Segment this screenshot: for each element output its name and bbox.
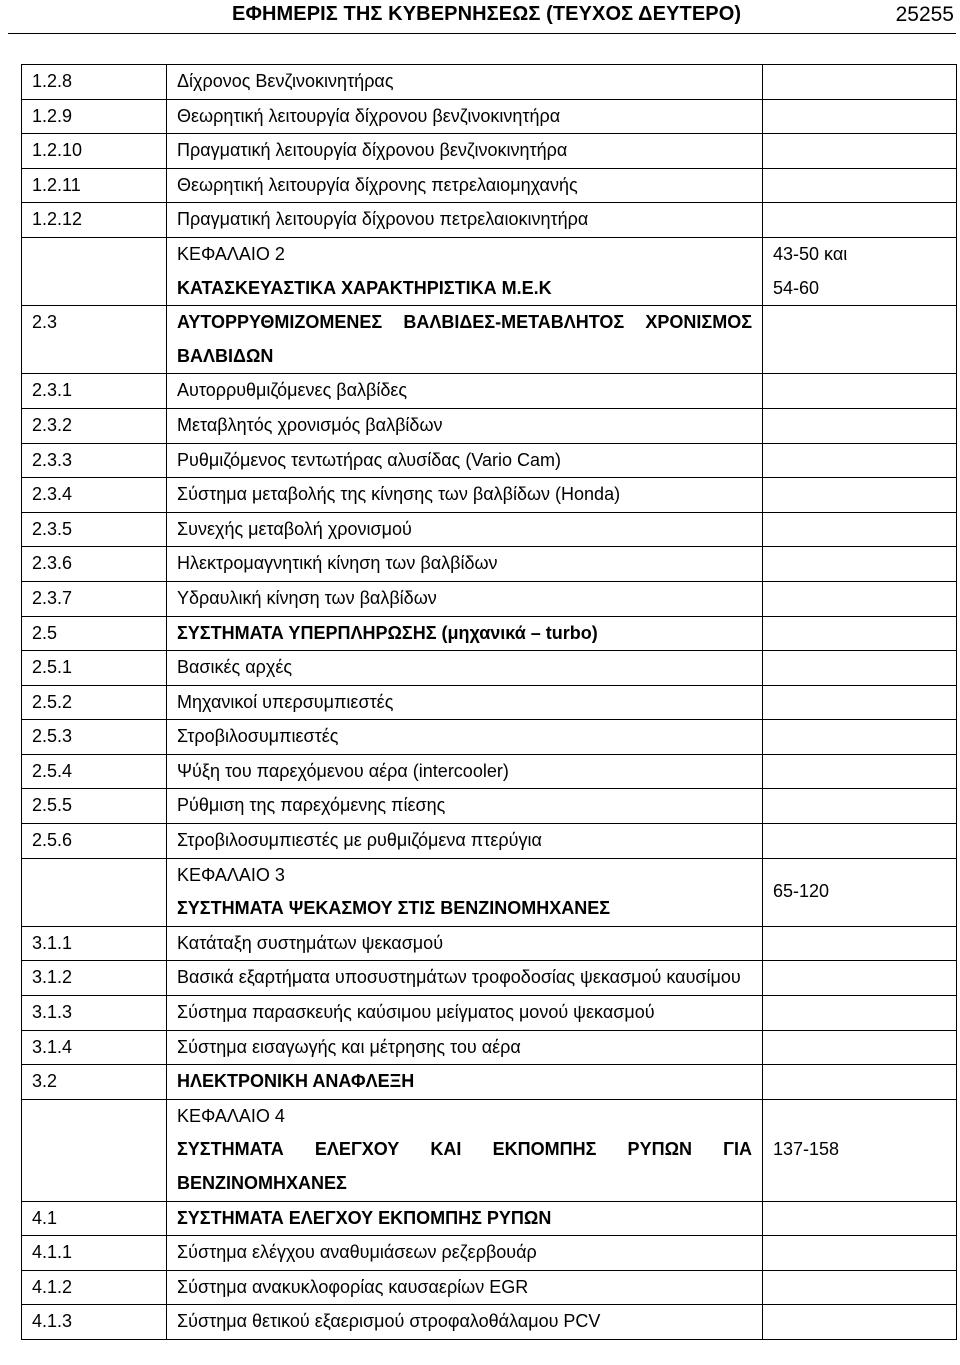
section-pages bbox=[763, 824, 957, 859]
section-pages bbox=[763, 478, 957, 513]
section-pages bbox=[763, 1305, 957, 1340]
section-pages bbox=[763, 512, 957, 547]
toc-row bbox=[22, 408, 957, 443]
table-of-contents bbox=[21, 64, 957, 1340]
section-title: Σύστημα ανακυκλοφορίας καυσαερίων EGR bbox=[167, 1270, 763, 1305]
gazette-header bbox=[0, 0, 960, 40]
toc-row bbox=[22, 168, 957, 203]
section-title: Θεωρητική λειτουργία δίχρονου βενζινοκινητήρα bbox=[167, 99, 763, 134]
section-title: Συνεχής μεταβολή χρονισμού bbox=[167, 512, 763, 547]
section-number: 2.5.1 bbox=[22, 651, 167, 686]
section-number: 3.2 bbox=[22, 1065, 167, 1100]
section-pages bbox=[763, 581, 957, 616]
section-number: 2.5.6 bbox=[22, 824, 167, 859]
section-number: 2.3.1 bbox=[22, 374, 167, 409]
section-number: 2.3.6 bbox=[22, 547, 167, 582]
section-pages bbox=[763, 616, 957, 651]
section-title: Σύστημα θετικού εξαερισμού στροφαλοθάλαμου PCV bbox=[167, 1305, 763, 1340]
section-title: Σύστημα μεταβολής της κίνησης των βαλβίδων (Honda) bbox=[167, 478, 763, 513]
section-number: 4.1 bbox=[22, 1201, 167, 1236]
chapter-pages-line1: 43-50 και bbox=[773, 243, 848, 264]
header-divider bbox=[8, 33, 956, 34]
section-pages bbox=[763, 134, 957, 169]
toc-row bbox=[22, 616, 957, 651]
toc-row bbox=[22, 65, 957, 100]
section-pages bbox=[763, 65, 957, 100]
section-pages bbox=[763, 720, 957, 755]
section-title: Αυτορρυθμιζόμενες βαλβίδες bbox=[167, 374, 763, 409]
section-title: ΗΛΕΚΤΡΟΝΙΚΗ ΑΝΑΦΛΕΞΗ bbox=[167, 1065, 763, 1100]
section-number: 1.2.12 bbox=[22, 203, 167, 238]
section-number: 2.5.4 bbox=[22, 754, 167, 789]
chapter-pages: 65-120 bbox=[763, 858, 957, 926]
section-title: Ηλεκτρομαγνητική κίνηση των βαλβίδων bbox=[167, 547, 763, 582]
chapter-cell bbox=[167, 1099, 763, 1201]
section-pages bbox=[763, 754, 957, 789]
toc-row bbox=[22, 1030, 957, 1065]
section-number: 4.1.3 bbox=[22, 1305, 167, 1340]
section-number: 1.2.11 bbox=[22, 168, 167, 203]
section-title: Σύστημα παρασκευής καύσιμου μείγματος μονού ψεκασμού bbox=[167, 996, 763, 1031]
section-number: 1.2.10 bbox=[22, 134, 167, 169]
section-pages bbox=[763, 685, 957, 720]
toc-chapter-row bbox=[22, 237, 957, 305]
section-number: 2.3 bbox=[22, 306, 167, 374]
toc-row bbox=[22, 99, 957, 134]
section-title: ΣΥΣΤΗΜΑΤΑ ΥΠΕΡΠΛΗΡΩΣΗΣ (μηχανικά – turbo) bbox=[167, 616, 763, 651]
toc-row bbox=[22, 134, 957, 169]
toc-row bbox=[22, 374, 957, 409]
chapter-cell bbox=[167, 237, 763, 305]
section-title: Μεταβλητός χρονισμός βαλβίδων bbox=[167, 408, 763, 443]
section-title: Υδραυλική κίνηση των βαλβίδων bbox=[167, 581, 763, 616]
chapter-label: ΚΕΦΑΛΑΙΟ 2 bbox=[177, 243, 285, 264]
section-pages bbox=[763, 408, 957, 443]
section-number: 4.1.1 bbox=[22, 1236, 167, 1271]
section-title: Ρύθμιση της παρεχόμενης πίεσης bbox=[167, 789, 763, 824]
page-number: 25255 bbox=[895, 3, 954, 26]
section-pages bbox=[763, 926, 957, 961]
section-title: Σύστημα ελέγχου αναθυμιάσεων ρεζερβουάρ bbox=[167, 1236, 763, 1271]
section-title: ΣΥΣΤΗΜΑΤΑ ΕΛΕΓΧΟΥ ΕΚΠΟΜΠΗΣ ΡΥΠΩΝ bbox=[167, 1201, 763, 1236]
chapter-label: ΚΕΦΑΛΑΙΟ 4 bbox=[177, 1105, 285, 1126]
section-title: Βασικές αρχές bbox=[167, 651, 763, 686]
section-pages bbox=[763, 374, 957, 409]
section-title: Δίχρονος Βενζινοκινητήρας bbox=[167, 65, 763, 100]
section-pages bbox=[763, 203, 957, 238]
toc-row bbox=[22, 651, 957, 686]
section-title: Ρυθμιζόμενος τεντωτήρας αλυσίδας (Vario Cam) bbox=[167, 443, 763, 478]
section-number: 2.5.5 bbox=[22, 789, 167, 824]
toc-row bbox=[22, 581, 957, 616]
section-number: 2.3.5 bbox=[22, 512, 167, 547]
section-pages bbox=[763, 168, 957, 203]
section-number: 1.2.8 bbox=[22, 65, 167, 100]
toc-row bbox=[22, 547, 957, 582]
toc-row bbox=[22, 789, 957, 824]
chapter-pages: 137-158 bbox=[763, 1099, 957, 1201]
toc-row bbox=[22, 512, 957, 547]
section-title: Στροβιλοσυμπιεστές bbox=[167, 720, 763, 755]
chapter-title: ΣΥΣΤΗΜΑΤΑ ΕΛΕΓΧΟΥ ΚΑΙ ΕΚΠΟΜΠΗΣ ΡΥΠΩΝ ΓΙΑ ΒΕΝΖΙΝΟΜΗΧΑΝΕΣ bbox=[177, 1139, 752, 1193]
toc-row bbox=[22, 1270, 957, 1305]
section-number: 2.3.2 bbox=[22, 408, 167, 443]
toc-row bbox=[22, 720, 957, 755]
section-number: 2.3.3 bbox=[22, 443, 167, 478]
toc-chapter-row bbox=[22, 858, 957, 926]
section-pages bbox=[763, 547, 957, 582]
section-title: Μηχανικοί υπερσυμπιεστές bbox=[167, 685, 763, 720]
section-title: Σύστημα εισαγωγής και μέτρησης του αέρα bbox=[167, 1030, 763, 1065]
section-title: ΑΥΤΟΡΡΥΘΜΙΖΟΜΕΝΕΣ ΒΑΛΒΙΔΕΣ-ΜΕΤΑΒΛΗΤΟΣ ΧΡΟΝΙΣΜΟΣ ΒΑΛΒΙΔΩΝ bbox=[167, 306, 763, 374]
toc-row bbox=[22, 306, 957, 374]
toc-row bbox=[22, 1305, 957, 1340]
section-number bbox=[22, 1099, 167, 1201]
toc-row bbox=[22, 478, 957, 513]
toc-row bbox=[22, 961, 957, 996]
section-number: 3.1.4 bbox=[22, 1030, 167, 1065]
chapter-pages bbox=[763, 237, 957, 305]
section-title: Βασικά εξαρτήματα υποσυστημάτων τροφοδοσίας ψεκασμού καυσίμου bbox=[167, 961, 763, 996]
chapter-pages-line2: 54-60 bbox=[773, 277, 820, 298]
section-number: 3.1.1 bbox=[22, 926, 167, 961]
section-number: 4.1.2 bbox=[22, 1270, 167, 1305]
toc-row bbox=[22, 926, 957, 961]
section-number: 2.5.2 bbox=[22, 685, 167, 720]
section-pages bbox=[763, 1201, 957, 1236]
toc-row bbox=[22, 685, 957, 720]
toc-row bbox=[22, 203, 957, 238]
chapter-title: ΣΥΣΤΗΜΑΤΑ ΨΕΚΑΣΜΟΥ ΣΤΙΣ ΒΕΝΖΙΝΟΜΗΧΑΝΕΣ bbox=[177, 898, 611, 919]
section-pages bbox=[763, 1236, 957, 1271]
section-pages bbox=[763, 996, 957, 1031]
section-pages bbox=[763, 1270, 957, 1305]
section-pages bbox=[763, 789, 957, 824]
section-pages bbox=[763, 306, 957, 374]
section-number: 2.5 bbox=[22, 616, 167, 651]
section-title: Στροβιλοσυμπιεστές με ρυθμιζόμενα πτερύγια bbox=[167, 824, 763, 859]
section-number bbox=[22, 237, 167, 305]
chapter-cell bbox=[167, 858, 763, 926]
section-pages bbox=[763, 443, 957, 478]
section-title: Θεωρητική λειτουργία δίχρονης πετρελαιομηχανής bbox=[167, 168, 763, 203]
section-number: 2.3.7 bbox=[22, 581, 167, 616]
section-pages bbox=[763, 961, 957, 996]
toc-row bbox=[22, 1236, 957, 1271]
toc-row bbox=[22, 1065, 957, 1100]
chapter-title: ΚΑΤΑΣΚΕΥΑΣΤΙΚΑ ΧΑΡΑΚΤΗΡΙΣΤΙΚΑ Μ.Ε.Κ bbox=[177, 277, 552, 298]
section-number: 2.5.3 bbox=[22, 720, 167, 755]
toc-row bbox=[22, 824, 957, 859]
gazette-title: ΕΦΗΜΕΡΙΣ ΤΗΣ ΚΥΒΕΡΝΗΣΕΩΣ (ΤΕΥΧΟΣ ΔΕΥΤΕΡΟ) bbox=[232, 3, 742, 25]
toc-chapter-row bbox=[22, 1099, 957, 1201]
section-number: 2.3.4 bbox=[22, 478, 167, 513]
section-title: Ψύξη του παρεχόμενου αέρα (intercooler) bbox=[167, 754, 763, 789]
section-pages bbox=[763, 1065, 957, 1100]
toc-row bbox=[22, 1201, 957, 1236]
section-title: Κατάταξη συστημάτων ψεκασμού bbox=[167, 926, 763, 961]
section-pages bbox=[763, 1030, 957, 1065]
section-title: Πραγματική λειτουργία δίχρονου πετρελαιοκινητήρα bbox=[167, 203, 763, 238]
section-number: 3.1.2 bbox=[22, 961, 167, 996]
toc-row bbox=[22, 443, 957, 478]
section-number: 3.1.3 bbox=[22, 996, 167, 1031]
section-number: 1.2.9 bbox=[22, 99, 167, 134]
chapter-label: ΚΕΦΑΛΑΙΟ 3 bbox=[177, 864, 285, 885]
toc-row bbox=[22, 754, 957, 789]
section-number bbox=[22, 858, 167, 926]
section-title: Πραγματική λειτουργία δίχρονου βενζινοκινητήρα bbox=[167, 134, 763, 169]
section-pages bbox=[763, 651, 957, 686]
section-pages bbox=[763, 99, 957, 134]
toc-row bbox=[22, 996, 957, 1031]
